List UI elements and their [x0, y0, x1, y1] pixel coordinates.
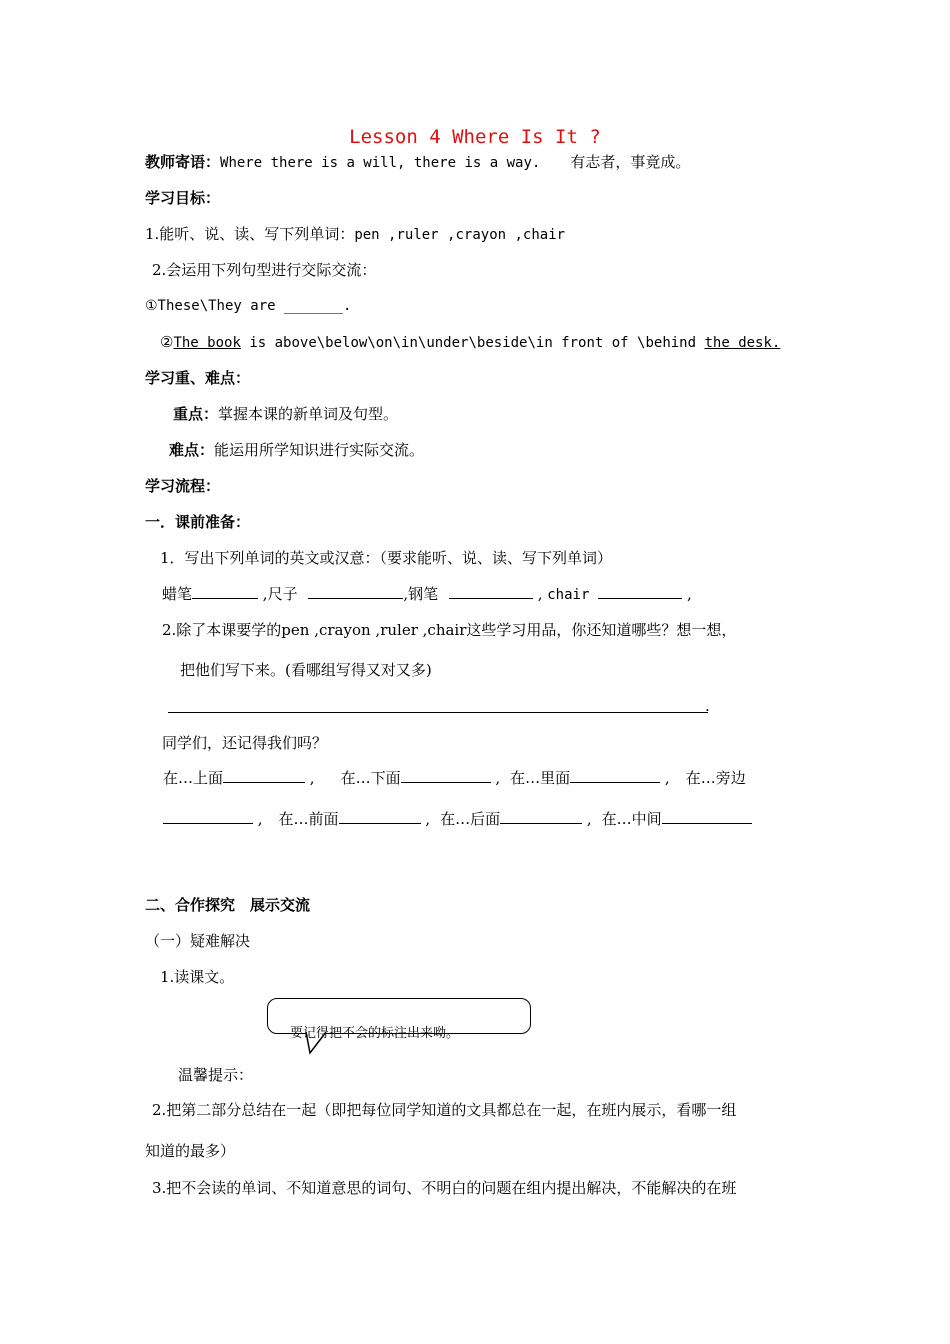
motto-chinese: 有志者，事竟成。: [570, 153, 691, 171]
prep-between: 在…中间: [601, 810, 662, 828]
prep-in: 在…里面: [510, 769, 571, 787]
question-1: 1．写出下列单词的英文或汉意：（要求能听、说、读、写下列单词）: [160, 549, 613, 567]
prep-beside: 在…旁边: [685, 769, 746, 787]
answer-blank[interactable]: [192, 584, 258, 599]
tip-label: 温馨提示：: [178, 1066, 254, 1084]
teacher-motto: [145, 152, 690, 173]
pattern-2-middle: is above\below\on\in\under\beside\in front of \behind: [240, 335, 705, 351]
question-2-line-1: 2.除了本课要学的pen ,crayon ,ruler ,chair这些学习用品，你还知道哪些？想一想，: [162, 621, 737, 639]
word-pen-cn: 钢笔: [408, 585, 439, 603]
hard-point-label: 难点：: [169, 441, 215, 459]
section-2-sub-1: （一）疑难解决: [145, 932, 251, 950]
hard-point-text: 能运用所学知识进行实际交流。: [214, 441, 425, 459]
step-1: 1.读课文。: [160, 968, 235, 986]
answer-blank[interactable]: [308, 584, 403, 599]
objective-2: 2.会运用下列句型进行交际交流：: [152, 261, 377, 279]
process-heading: 学习流程：: [145, 477, 221, 495]
speech-bubble-text: 要记得把不会的标注出来呦。: [290, 1026, 460, 1041]
objective-1-text: 1.能听、说、读、写下列单词：: [145, 225, 355, 243]
step-2-line-2: 知道的最多）: [145, 1142, 236, 1160]
step-3: 3.把不会读的单词、不知道意思的词句、不明白的问题在组内提出解决，不能解决的在班: [152, 1179, 737, 1197]
prep-above: 在…上面: [163, 769, 224, 787]
word-chair-en: chair: [547, 587, 590, 603]
prepositions-row-2: , 在…前面 , 在…后面 , 在…中间: [163, 809, 752, 829]
hard-point: [169, 440, 424, 460]
section-1-heading: 一．课前准备：: [145, 513, 251, 531]
objectives-heading: 学习目标：: [145, 189, 221, 207]
answer-blank[interactable]: [500, 809, 582, 824]
pattern-2-mark: ②: [160, 333, 174, 351]
remember-prompt: 同学们，还记得我们吗？: [162, 734, 328, 752]
key-point-label: 重点：: [173, 405, 219, 423]
section-2-heading: 二、合作探究 展示交流: [145, 896, 311, 914]
motto-label: 教师寄语：: [145, 153, 221, 171]
prep-front: 在…前面: [278, 810, 339, 828]
answer-blank[interactable]: [662, 809, 752, 824]
lesson-title: Lesson 4 Where Is It ?: [349, 126, 601, 148]
answer-blank[interactable]: [401, 768, 491, 783]
pattern-2-subject: The book: [173, 335, 241, 351]
sentence-pattern-1: ①These\They are _______.: [145, 298, 352, 314]
answer-blank[interactable]: [223, 768, 305, 783]
motto-english: Where there is a will, there is a way.: [220, 155, 541, 171]
question-2-line-2: 把他们写下来。(看哪组写得又对又多): [180, 661, 432, 679]
pattern-2-object: the desk.: [704, 335, 781, 351]
key-point: [173, 404, 398, 424]
answer-line-period: .: [705, 697, 710, 715]
long-answer-line[interactable]: [168, 712, 708, 713]
key-point-text: 掌握本课的新单词及句型。: [218, 405, 399, 423]
answer-blank[interactable]: [570, 768, 660, 783]
word-blanks-row: 蜡笔 ,尺子 ,钢笔 , chair ,: [162, 585, 692, 603]
answer-blank[interactable]: [163, 809, 253, 824]
key-points-heading: 学习重、难点：: [145, 369, 251, 387]
answer-blank[interactable]: [339, 809, 421, 824]
answer-blank[interactable]: [449, 584, 533, 599]
word-crayon-cn: 蜡笔: [162, 585, 193, 603]
sentence-pattern-2: [160, 332, 780, 353]
step-2-line-1: 2.把第二部分总结在一起（即把每位同学知道的文具都总在一起，在班内展示，看哪一组: [152, 1101, 737, 1119]
prep-behind: 在…后面: [440, 810, 501, 828]
word-ruler-cn: 尺子: [267, 585, 298, 603]
objective-1: [145, 224, 565, 245]
prepositions-row-1: 在…上面 , 在…下面 , 在…里面 , 在…旁边: [163, 769, 746, 787]
objective-1-words: pen ,ruler ,crayon ,chair: [354, 227, 566, 243]
answer-blank[interactable]: [598, 584, 682, 599]
prep-below: 在…下面: [340, 769, 401, 787]
